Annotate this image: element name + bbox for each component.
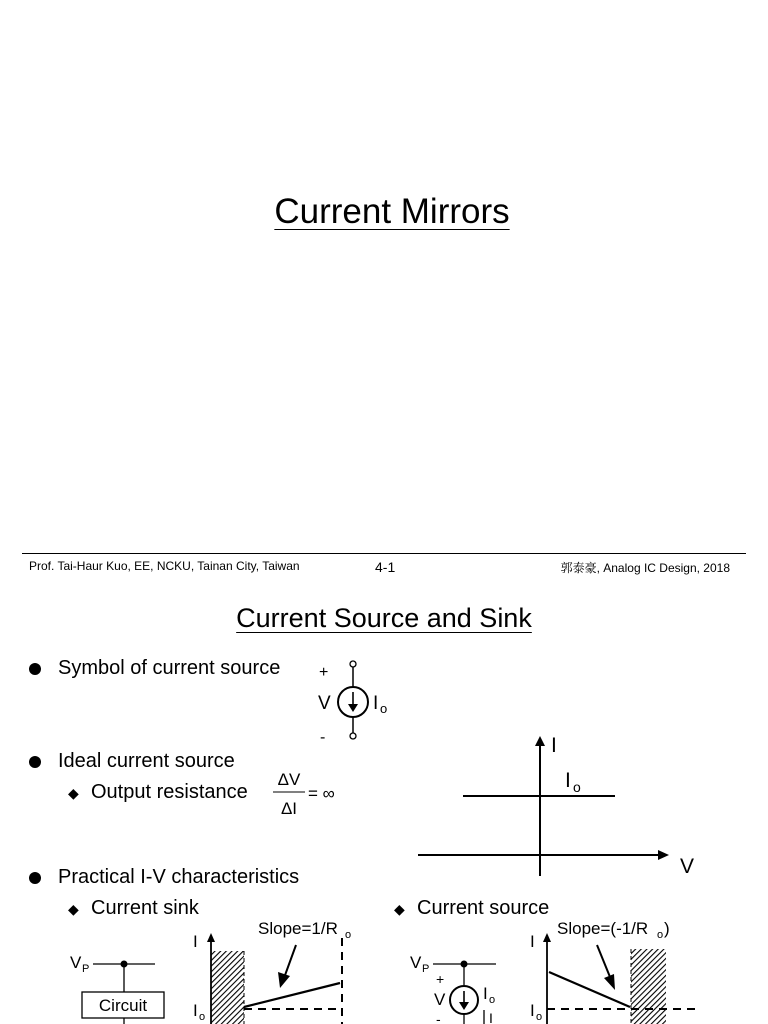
ideal-level-i: I xyxy=(565,769,571,792)
symbol-i: I xyxy=(373,693,379,714)
ideal-axis-i: I xyxy=(551,734,557,757)
source-io: I xyxy=(530,1001,535,1020)
ideal-level-sub: o xyxy=(573,779,581,795)
formula-denominator: ΔI xyxy=(280,799,298,818)
current-source-circuit xyxy=(410,953,496,1024)
diamond-bullet-icon: ◆ xyxy=(68,901,79,917)
bullet-practical: Practical I-V characteristics xyxy=(58,866,300,888)
sink-io: I xyxy=(193,1001,198,1020)
page-number: 4-1 xyxy=(375,559,396,575)
slide2-title-text: Current Source and Sink xyxy=(236,603,532,633)
bullet-symbol: Symbol of current source xyxy=(58,657,281,679)
sink-slope: Slope=1/R xyxy=(258,919,338,938)
source-axis-i: I xyxy=(530,932,535,951)
source-v: V xyxy=(434,990,446,1009)
bullet-ideal: Ideal current source xyxy=(58,750,235,772)
source-io-sub: o xyxy=(536,1011,543,1023)
footer-left: Prof. Tai-Haur Kuo, EE, NCKU, Tainan City, Taiwan xyxy=(29,559,300,573)
sink-vp: V xyxy=(70,953,82,972)
current-source-plot xyxy=(530,919,700,1024)
source-slope: Slope=(-1/R xyxy=(557,919,649,938)
sink-axis-i: I xyxy=(193,932,198,951)
source-i-sub: o xyxy=(489,994,496,1006)
sink-vp-sub: P xyxy=(82,963,90,975)
source-i: I xyxy=(483,984,488,1003)
sink-hatched-region xyxy=(211,951,244,1024)
source-minus: - xyxy=(436,1011,441,1024)
current-source-symbol xyxy=(318,661,387,746)
formula-numerator: ΔV xyxy=(277,770,301,789)
source-vp-sub: P xyxy=(422,963,430,975)
source-slope-sub: o xyxy=(657,929,664,941)
diamond-bullet-icon: ◆ xyxy=(394,901,405,917)
sink-slope-sub: o xyxy=(345,929,352,941)
source-slope-end: ) xyxy=(664,919,670,938)
output-resistance-formula xyxy=(273,770,335,818)
ideal-iv-plot xyxy=(418,734,694,878)
footer-right: 郭泰豪, Analog IC Design, 2018 xyxy=(560,561,730,575)
symbol-minus: - xyxy=(320,729,326,746)
source-hatched-region xyxy=(631,949,666,1024)
sub-output-resistance: Output resistance xyxy=(91,781,248,803)
sink-io-sub: o xyxy=(199,1011,206,1023)
sub-current-source: Current source xyxy=(417,897,550,919)
circuit-label: Circuit xyxy=(98,996,148,1015)
diamond-bullet-icon: ◆ xyxy=(68,785,79,801)
symbol-v: V xyxy=(318,693,331,714)
current-sink-circuit xyxy=(70,953,164,1024)
sub-current-sink: Current sink xyxy=(91,897,199,919)
formula-rhs: = ∞ xyxy=(308,784,335,803)
source-plus: + xyxy=(436,971,445,987)
symbol-i-sub: o xyxy=(380,701,388,716)
slide1-title-text: Current Mirrors xyxy=(274,192,510,231)
symbol-plus: + xyxy=(319,664,329,681)
current-sink-plot xyxy=(193,919,351,1024)
ideal-axis-v: V xyxy=(680,855,695,878)
source-down-i: I xyxy=(489,1010,493,1024)
source-vp: V xyxy=(410,953,422,972)
